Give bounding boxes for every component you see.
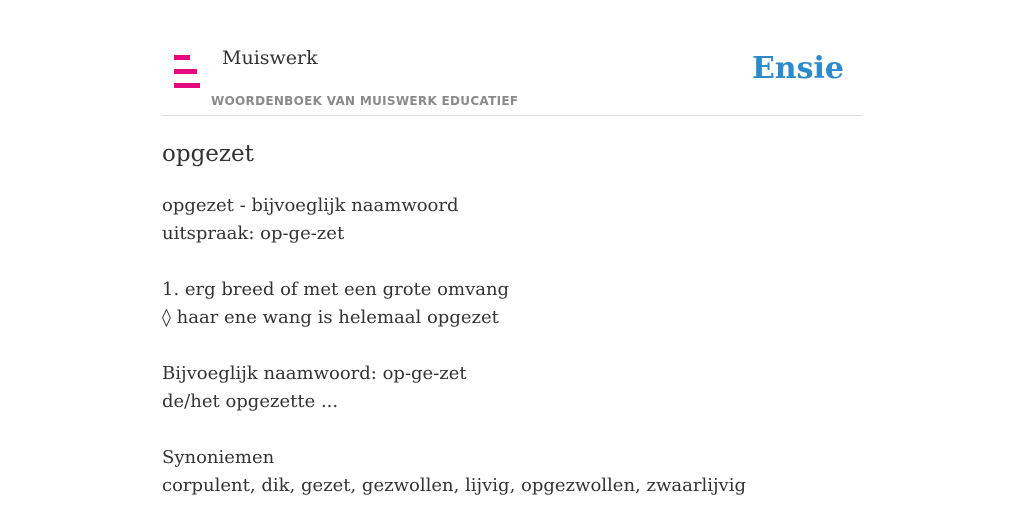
header bbox=[162, 0, 862, 116]
grammar: Bijvoeglijk naamwoord: op-ge-zet bbox=[162, 363, 467, 384]
entry-body bbox=[162, 192, 746, 500]
site-logo[interactable]: Ensie bbox=[751, 51, 844, 86]
meaning: 1. erg breed of met een grote omvang bbox=[162, 279, 510, 300]
synonyms-list: corpulent, dik, gezet, gezwollen, lijvig, opgezwollen, zwaarlijvig bbox=[162, 475, 746, 496]
blank-line bbox=[162, 416, 746, 444]
blank-line bbox=[162, 332, 746, 360]
blank-line bbox=[162, 248, 746, 276]
brand-name[interactable]: Muiswerk bbox=[222, 47, 318, 69]
page-title: opgezet bbox=[162, 141, 254, 167]
example: ◊ haar ene wang is helemaal opgezet bbox=[162, 307, 499, 328]
pronunciation: uitspraak: op-ge-zet bbox=[162, 223, 345, 244]
inflection: de/het opgezette ... bbox=[162, 391, 339, 412]
definition-line: opgezet - bijvoeglijk naamwoord bbox=[162, 195, 459, 216]
muiswerk-logo-icon[interactable] bbox=[174, 55, 200, 88]
synonyms-heading: Synoniemen bbox=[162, 447, 275, 468]
brand-subtitle: WOORDENBOEK VAN MUISWERK EDUCATIEF bbox=[211, 94, 519, 108]
